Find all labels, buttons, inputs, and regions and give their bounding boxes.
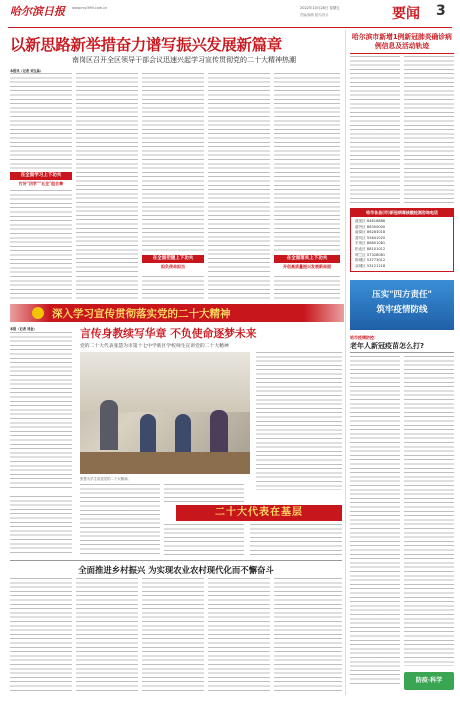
phone-item: 道外区 88350000 — [355, 224, 386, 229]
feature-headline: 言传身教续写华章 不负使命逐梦未来 — [80, 327, 257, 340]
feature-text-col-2 — [256, 352, 342, 490]
section-title: 要闻 — [392, 6, 420, 22]
right-article-col-2 — [404, 56, 454, 206]
phone-list — [351, 217, 453, 271]
photo-figure-4 — [210, 410, 228, 456]
phone-item: 松北区 88101012 — [355, 246, 386, 251]
right-headline-rule — [350, 53, 454, 54]
masthead-rule — [8, 27, 452, 28]
feature-text-col-1b — [10, 496, 72, 556]
qa-title: 老年人新冠疫苗怎么打? — [350, 342, 425, 350]
photo-figure-2 — [140, 414, 156, 454]
rep-banner-text: 二十大代表在基层 — [215, 507, 303, 518]
qa-article-col-2 — [404, 356, 454, 666]
bottom-text-col-1 — [10, 578, 72, 693]
phone-item: 香坊区 55641020 — [355, 235, 386, 240]
feature-photo — [80, 352, 250, 474]
section-box-2-sub: 担负使命担当 — [161, 264, 185, 269]
footer-tag — [404, 672, 454, 690]
editor-line: 责编/编辑 版式/设计 — [300, 13, 329, 17]
main-article-col-3b — [142, 276, 204, 300]
newspaper-logo: 哈尔滨日报 — [10, 5, 65, 18]
feature-text-col-4 — [164, 484, 244, 504]
feature-text-col-5 — [164, 524, 244, 556]
bottom-text-col-5 — [274, 578, 342, 693]
qa-article-col-1 — [350, 356, 400, 684]
right-article-col-1 — [350, 56, 400, 206]
issue-date: 2022年10月28日 星期五 — [300, 6, 340, 10]
section-box-1-sub: 打好"四学""五全"组合拳 — [18, 181, 64, 186]
photo-figure-1 — [100, 400, 118, 450]
qa-rule — [350, 352, 454, 353]
section-box-3-title: 在全面落实上下功夫 — [274, 255, 340, 263]
feature-text-col-3 — [80, 484, 160, 556]
bottom-headline: 全面推进乡村振兴 为实现农业农村现代化而不懈奋斗 — [78, 565, 274, 575]
phone-item: 呼兰区 57328081 — [355, 252, 386, 257]
main-headline: 以新思路新举措奋力谱写振兴发展新篇章 — [10, 36, 282, 54]
bottom-text-col-4 — [208, 578, 270, 693]
page-number: 3 — [436, 3, 446, 19]
phone-box-title: 哈市各县(市)新冠病毒核酸检测咨询电话 — [351, 209, 453, 217]
section-box-2-title: 在全面把握上下功夫 — [142, 255, 204, 263]
section-box-3 — [274, 255, 340, 273]
section-rule — [10, 560, 342, 561]
phone-item: 平房区 86801081 — [355, 241, 386, 246]
main-article-col-2 — [76, 73, 138, 273]
main-article-col-2b — [76, 276, 138, 300]
theme-banner — [10, 304, 344, 322]
column-divider — [345, 30, 346, 695]
section-box-3-sub: 开创高质量振兴发展新局面 — [283, 264, 331, 269]
main-article-col-1b — [10, 190, 72, 300]
main-article-col-5b — [274, 276, 340, 300]
feature-byline: 本报（记者 刘金） — [10, 327, 37, 331]
banner-title: 深入学习宣传贯彻落实党的二十大精神 — [52, 308, 231, 320]
main-article-col-3 — [142, 73, 204, 253]
bottom-text-col-2 — [76, 578, 138, 693]
main-byline: 本报讯（记者 刘玉晶） — [10, 69, 43, 73]
section-box-2 — [142, 255, 204, 273]
masthead — [0, 0, 460, 30]
phone-item: 南岗区 86283018 — [355, 230, 386, 235]
feature-photo-caption: 张慧为学生讲述党的二十大精神。 — [80, 477, 131, 481]
footer-tag-label: 防疫·科学 — [415, 677, 443, 684]
right-headline: 哈尔滨市新增1例新冠肺炎确诊病例信息及活动轨迹 — [352, 33, 452, 50]
main-article-col-1 — [10, 73, 72, 170]
phone-item: 双城区 53121218 — [355, 263, 386, 268]
main-article-col-4 — [208, 73, 270, 273]
site-url: www.my399.com.cn — [72, 6, 108, 10]
main-article-col-4b — [208, 276, 270, 300]
feature-text-col-6 — [250, 524, 342, 556]
ad-sub: 筑牢疫情防线 — [376, 305, 428, 315]
rep-banner — [176, 505, 342, 521]
main-subhead: 南岗区召开全区领导干部会议迅速兴起学习宣传贯彻党的二十大精神热潮 — [72, 56, 296, 64]
main-article-col-5 — [274, 73, 340, 253]
section-box-1 — [10, 172, 72, 190]
bottom-text-col-3 — [142, 578, 204, 693]
qa-label: 哈市疫情防控： — [350, 335, 378, 340]
phone-item: 道里区 84616886 — [355, 219, 386, 223]
banner-emblem-icon — [32, 307, 44, 319]
feature-subhead: 党的二十大代表张慧为市第十七中学新区学校师生宣讲党的二十大精神 — [80, 344, 229, 349]
phone-item: 阿城区 53773012 — [355, 258, 386, 263]
section-box-1-title: 在全面学习上下功夫 — [10, 172, 72, 180]
photo-desk — [80, 452, 250, 474]
feature-text-col-1 — [10, 332, 72, 490]
ad-banner — [350, 280, 454, 330]
phone-box — [350, 208, 454, 272]
ad-title: 压实"四方责任" — [372, 290, 432, 300]
photo-figure-3 — [175, 414, 191, 454]
